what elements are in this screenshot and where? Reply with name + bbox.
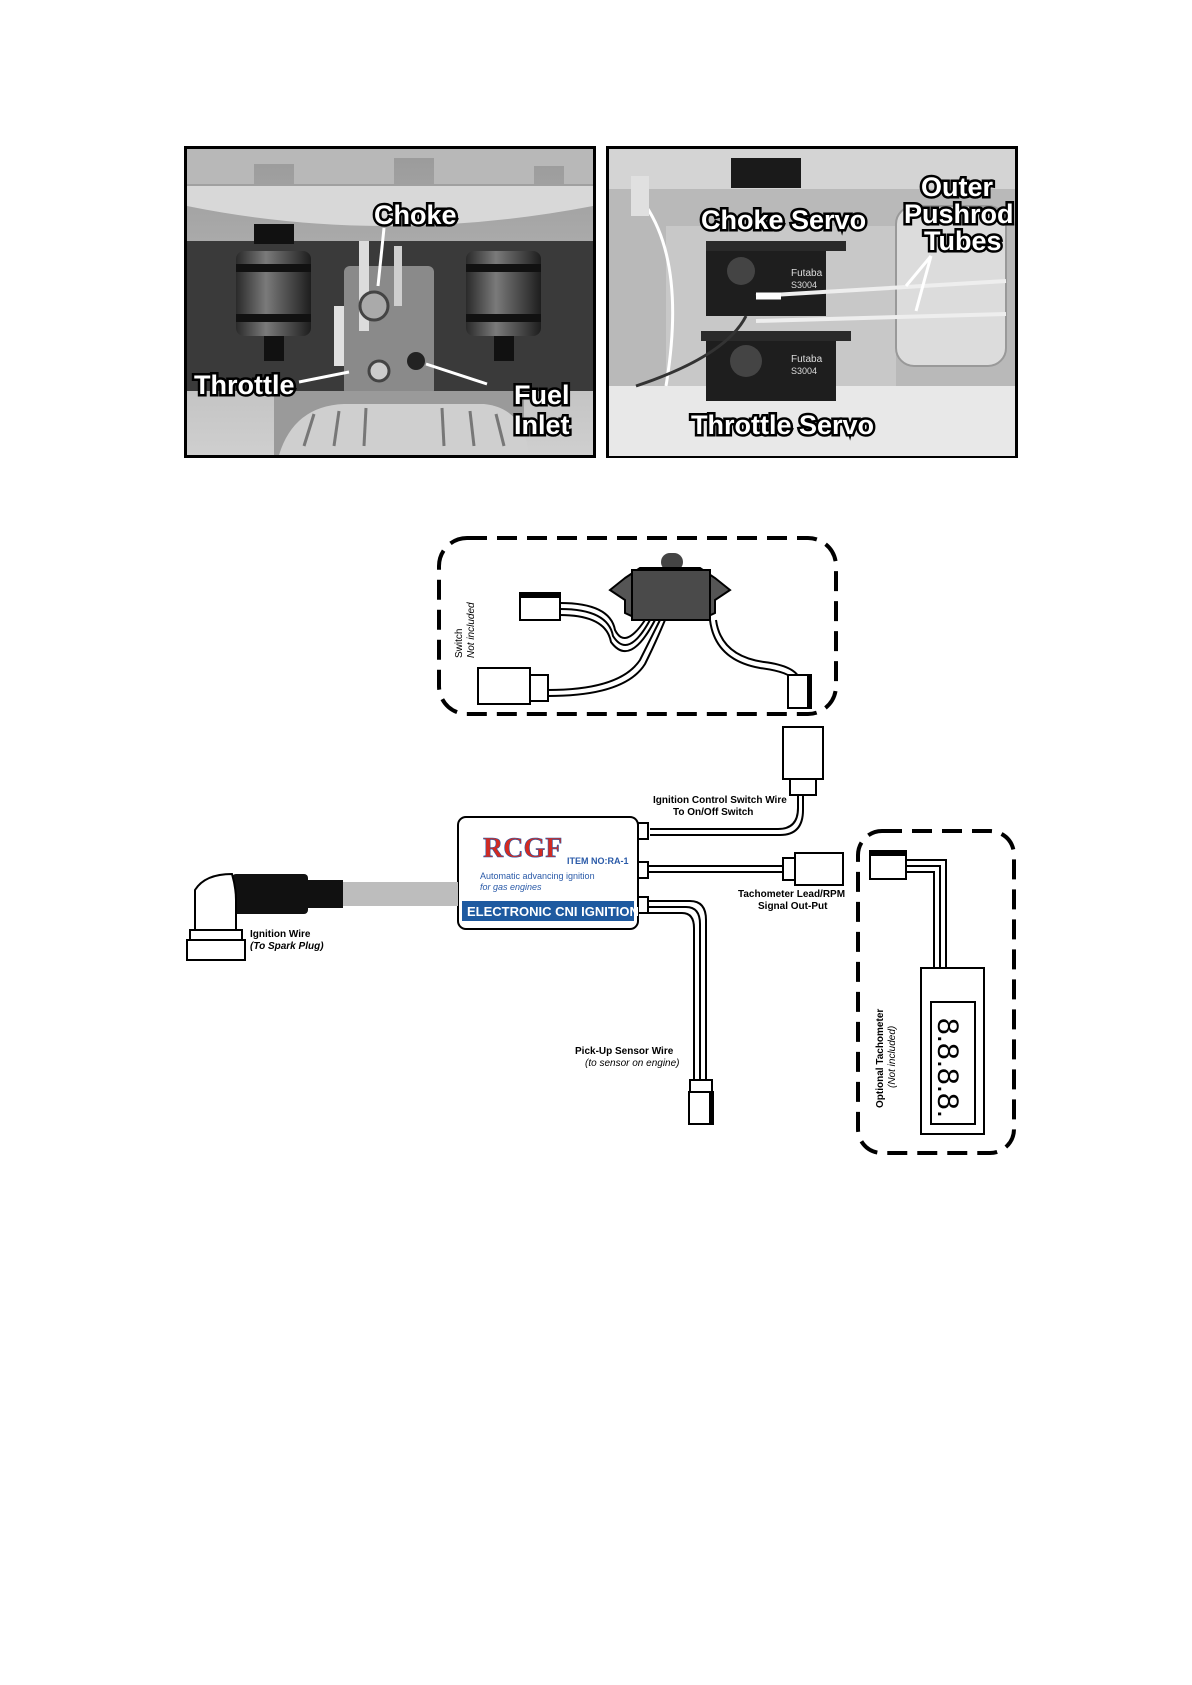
servo-model-2: S3004: [791, 366, 818, 376]
switch-label: [454, 602, 477, 658]
switch-title: Switch: [454, 628, 465, 658]
outer-pushrod-label-1: Outer: [921, 172, 994, 202]
module-logo: RCGF: [483, 833, 563, 864]
ignition-module: [458, 817, 648, 929]
servo-brand-2: Futaba: [791, 354, 823, 365]
outer-pushrod-label-3: Tubes: [924, 226, 1002, 256]
tachometer-display: 8.8.8.8.: [931, 1018, 964, 1119]
pickup-label-1: Pick-Up Sensor Wire: [575, 1046, 674, 1057]
module-item: ITEM NO:RA-1: [567, 856, 629, 866]
tach-box-subtitle: (Not included): [887, 1025, 898, 1088]
ignition-control-label-2: To On/Off Switch: [673, 807, 754, 818]
ignition-wire-label-2: (To Spark Plug): [250, 941, 324, 952]
throttle-servo-label: Throttle Servo: [691, 410, 875, 440]
tach-lead-label-2: Signal Out-Put: [758, 901, 828, 912]
throttle-label: Throttle: [194, 370, 295, 400]
module-band-text: ELECTRONIC CNI IGNITION: [467, 904, 639, 919]
tach-lead-label-1: Tachometer Lead/RPM: [738, 889, 846, 900]
pickup-label-2: (to sensor on engine): [585, 1058, 680, 1069]
outer-pushrod-label-2: Pushrod: [904, 199, 1014, 229]
module-desc-2: for gas engines: [480, 882, 542, 892]
switch-subtitle: Not included: [466, 602, 477, 658]
fuel-inlet-label-2: Inlet: [514, 410, 570, 440]
choke-servo-label: Choke Servo: [701, 205, 867, 235]
ignition-wire-label-1: Ignition Wire: [250, 929, 311, 940]
servo-model-1: S3004: [791, 280, 818, 290]
servo-brand-1: Futaba: [791, 268, 823, 279]
choke-label: Choke: [374, 200, 457, 230]
switch-icon: [610, 553, 730, 620]
module-desc-1: Automatic advancing ignition: [480, 871, 595, 881]
ignition-control-label-1: Ignition Control Switch Wire: [653, 795, 787, 806]
tach-box-title: Optional Tachometer: [875, 1008, 886, 1108]
fuel-inlet-label-1: Fuel: [514, 380, 570, 410]
